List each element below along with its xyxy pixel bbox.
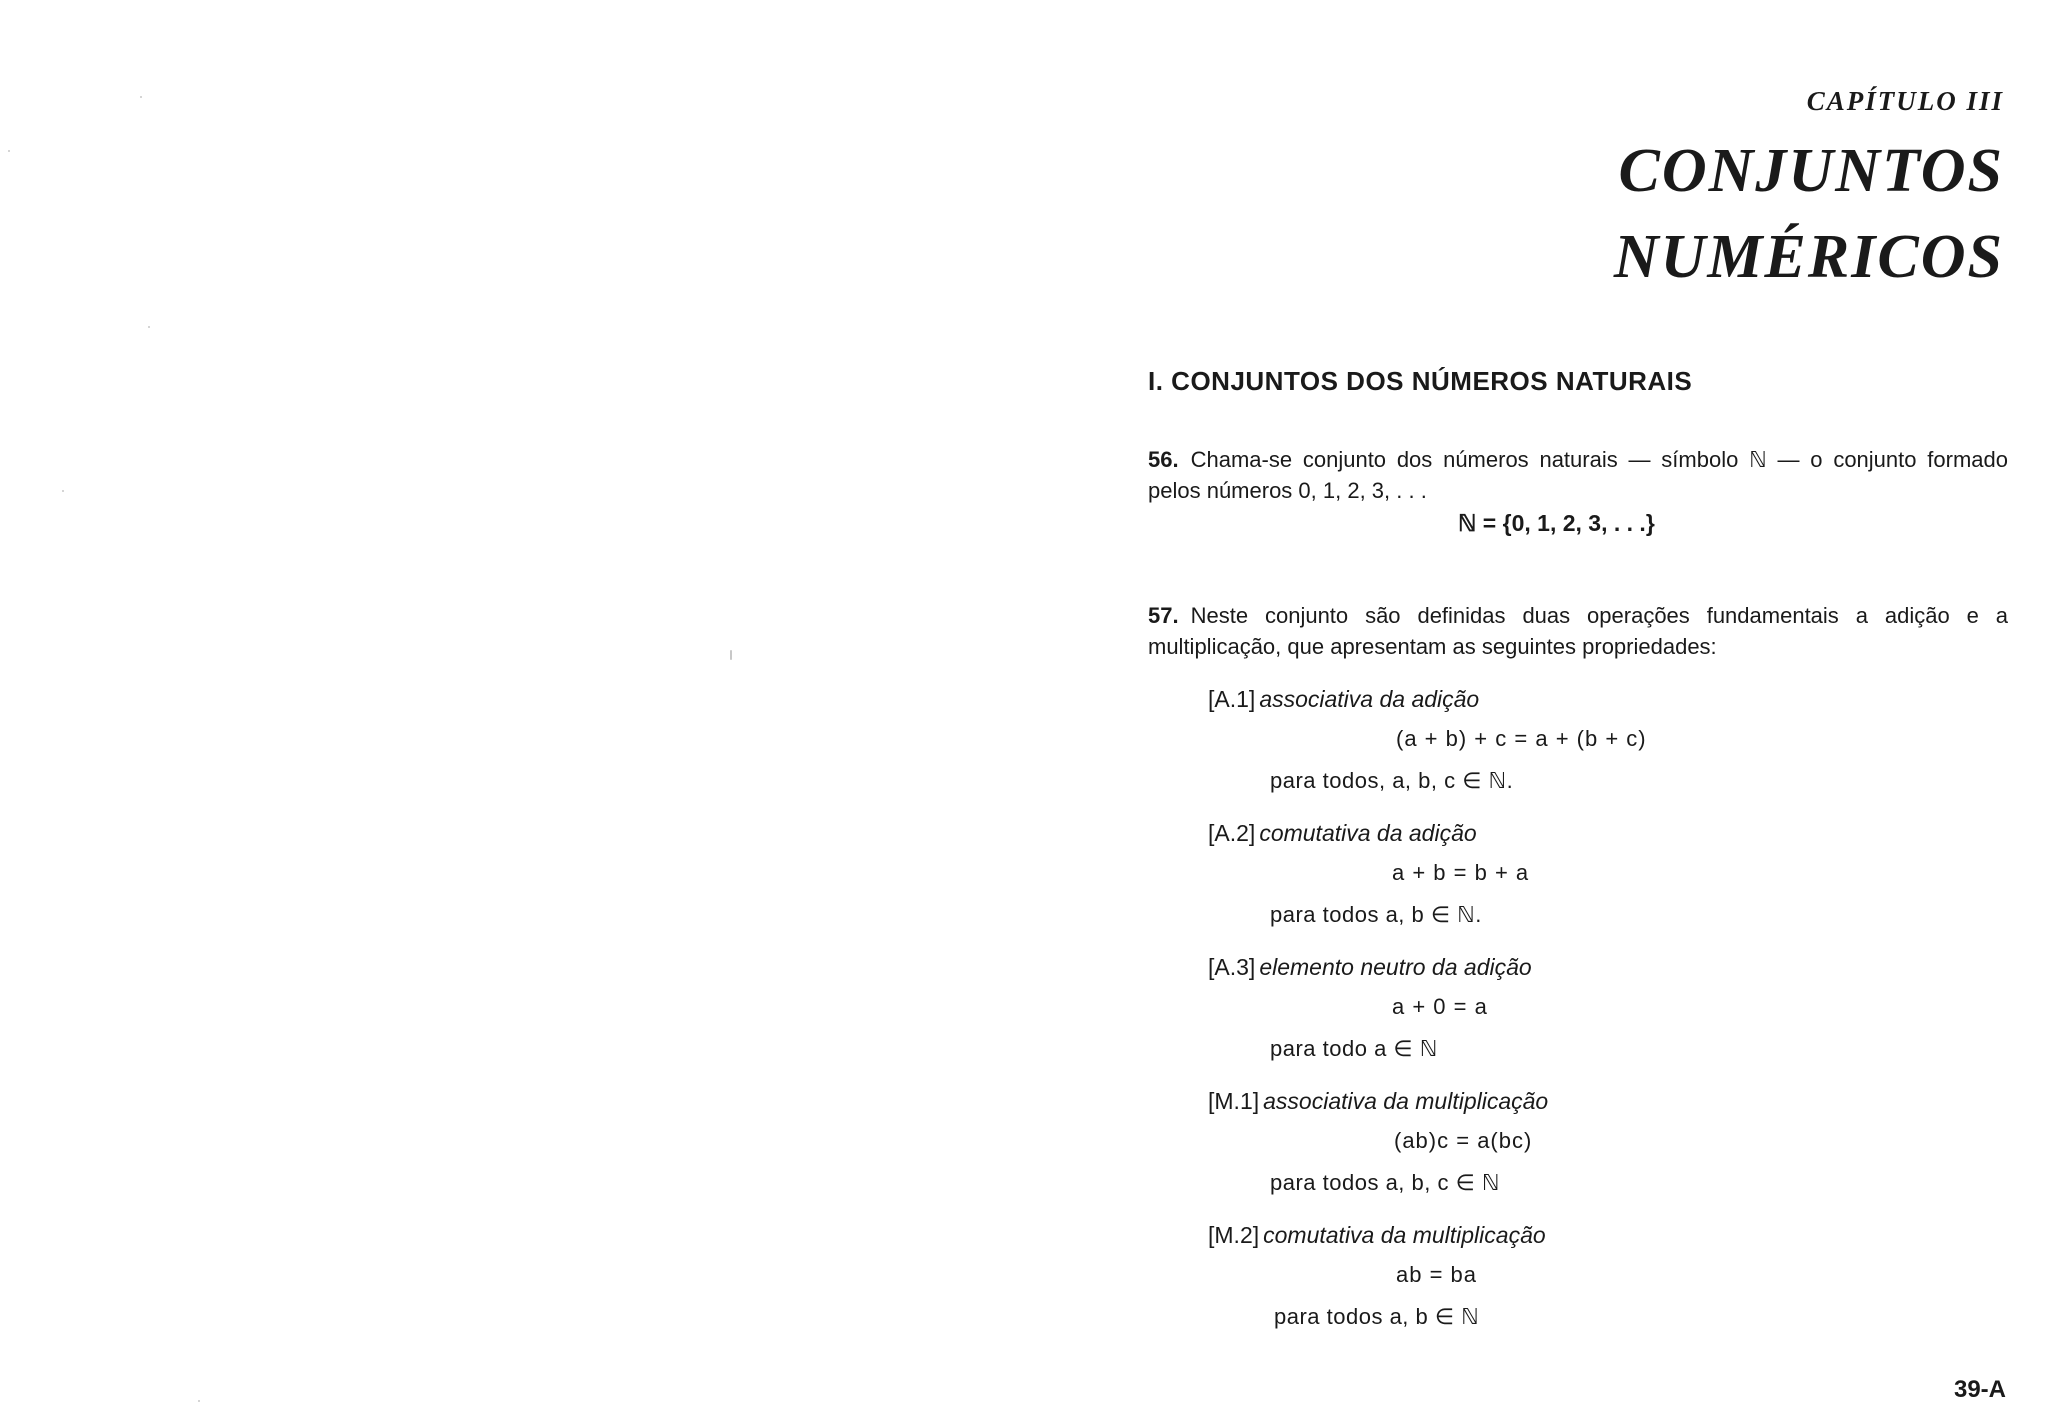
property-a3-label xyxy=(1208,954,1532,981)
chapter-label: CAPÍTULO III xyxy=(1806,86,2004,116)
property-m1-quantifier: para todos a, b, c ∈ ℕ xyxy=(1270,1170,1501,1195)
page-number: 39-A xyxy=(1953,1376,2006,1403)
property-tag: [M.1] xyxy=(1208,1088,1260,1114)
paragraph-text: Neste conjunto são definidas duas operações fundamentais a adição e a multiplicação, que apresentam as seguintes propriedades: xyxy=(1148,603,2008,659)
book-page xyxy=(1140,0,2020,1427)
property-m2-formula: ab = ba xyxy=(1396,1262,1478,1287)
property-name: comutativa da adição xyxy=(1259,820,1477,846)
property-tag: [A.3] xyxy=(1208,954,1256,980)
chapter-title-line-2: NUMÉRICOS xyxy=(1613,223,2004,291)
paragraph-56 xyxy=(1148,444,2008,506)
scan-speck xyxy=(140,96,142,98)
property-name: associativa da multiplicação xyxy=(1263,1088,1549,1114)
property-m2-quantifier: para todos a, b ∈ ℕ xyxy=(1274,1304,1480,1329)
paragraph-number: 56. xyxy=(1148,447,1179,472)
property-a2-label xyxy=(1208,820,1477,847)
property-a3-formula: a + 0 = a xyxy=(1392,994,1488,1019)
property-a1-label xyxy=(1208,686,1479,713)
natural-set-equation: ℕ = {0, 1, 2, 3, . . .} xyxy=(1458,510,1655,536)
property-m1-label xyxy=(1208,1088,1548,1115)
property-a2-formula: a + b = b + a xyxy=(1392,860,1530,885)
section-heading: I. CONJUNTOS DOS NÚMEROS NATURAIS xyxy=(1148,366,1693,396)
scan-speck xyxy=(730,650,732,660)
property-tag: [A.1] xyxy=(1208,686,1256,712)
property-a2-quantifier: para todos a, b ∈ ℕ. xyxy=(1270,902,1482,927)
property-a1-quantifier: para todos, a, b, c ∈ ℕ. xyxy=(1270,768,1514,793)
property-tag: [M.2] xyxy=(1208,1222,1260,1248)
chapter-title-line-1: CONJUNTOS xyxy=(1618,137,2004,205)
property-name: comutativa da multiplicação xyxy=(1263,1222,1546,1248)
paragraph-number: 57. xyxy=(1148,603,1179,628)
scan-speck xyxy=(8,150,10,152)
scan-speck xyxy=(198,1400,200,1402)
scan-speck xyxy=(62,490,64,492)
paragraph-57 xyxy=(1148,600,2008,662)
paragraph-text: Chama-se conjunto dos números naturais — símbolo ℕ — o conjunto formado pelos números 0, 1, 2, 3, . . . xyxy=(1148,447,2008,503)
property-name: associativa da adição xyxy=(1259,686,1480,712)
property-tag: [A.2] xyxy=(1208,820,1256,846)
property-name: elemento neutro da adição xyxy=(1259,954,1532,980)
scan-speck xyxy=(148,326,150,328)
property-m1-formula: (ab)c = a(bc) xyxy=(1394,1128,1533,1153)
property-a3-quantifier: para todo a ∈ ℕ xyxy=(1270,1036,1438,1061)
property-a1-formula: (a + b) + c = a + (b + c) xyxy=(1396,726,1647,751)
property-m2-label xyxy=(1208,1222,1546,1249)
